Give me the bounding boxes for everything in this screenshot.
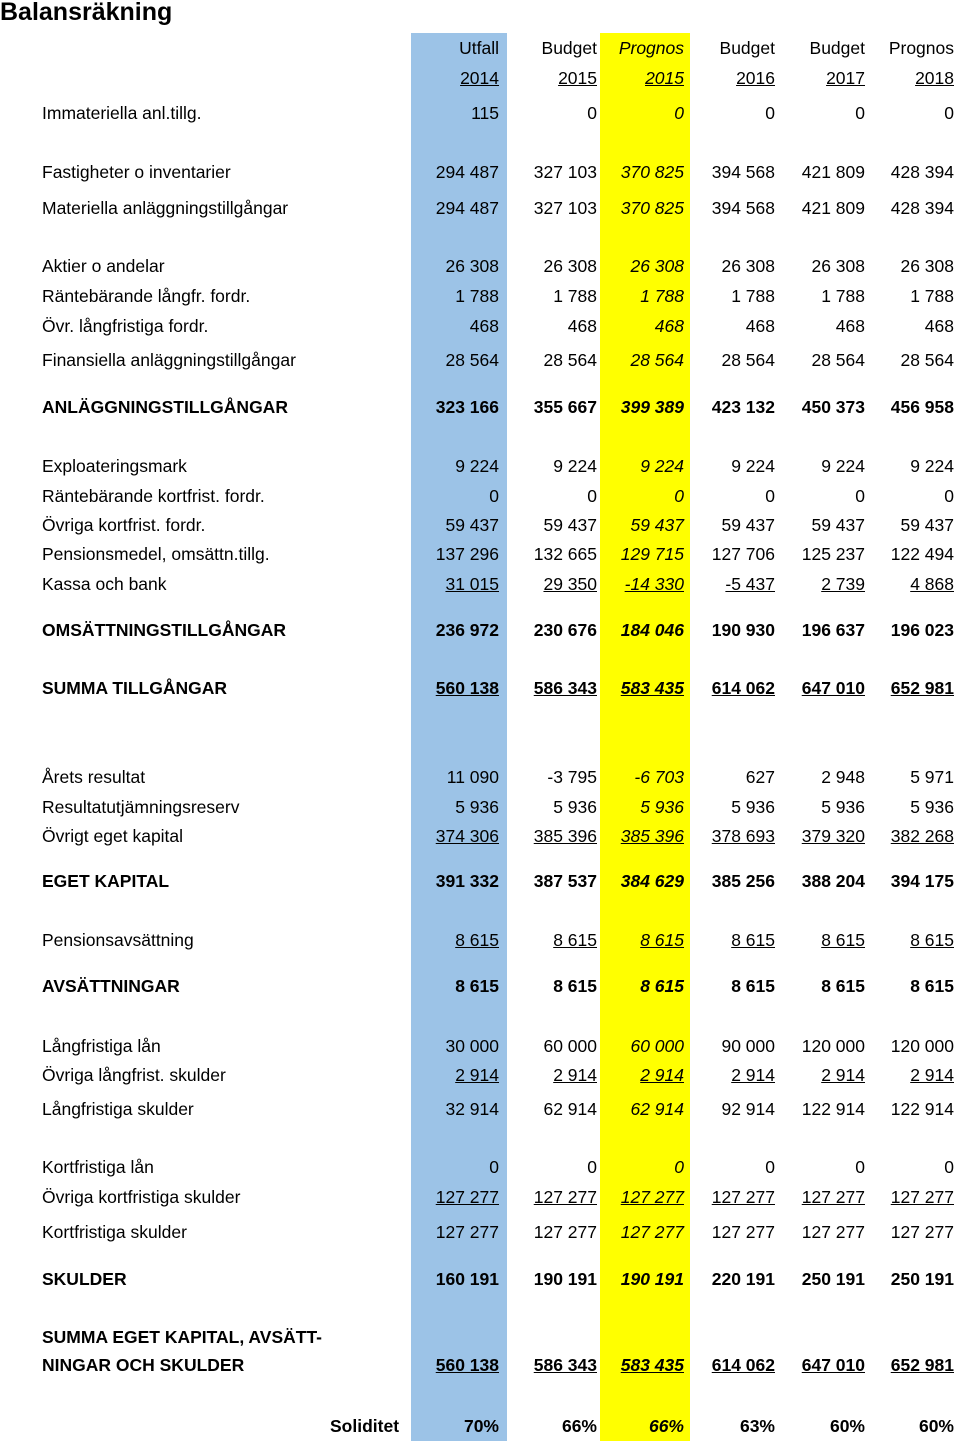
row-label: Räntebärande långfr. fordr. [42,286,251,306]
row-label: Årets resultat [42,767,146,787]
table-cell: 2 914 [553,1065,597,1085]
table-cell: 32 914 [445,1099,499,1119]
table-row [0,1219,960,1245]
table-cell: 627 [745,767,775,787]
row-label: Kassa och bank [42,574,167,594]
table-cell: 127 706 [711,544,775,564]
table-cell: 421 809 [801,198,865,218]
table-cell: 5 936 [640,797,684,817]
table-cell: 647 010 [801,678,865,698]
table-cell: 59 437 [445,515,499,535]
table-row [0,1096,960,1122]
table-cell: 2 914 [731,1065,775,1085]
table-cell: 28 564 [543,350,597,370]
soliditet-label: Soliditet [330,1416,400,1436]
table-cell: 236 972 [435,620,499,640]
table-cell: 120 000 [890,1036,954,1056]
table-cell: 583 435 [620,1355,684,1375]
table-row [0,1154,960,1180]
row-label: Räntebärande kortfrist. fordr. [42,486,265,506]
table-cell: 26 308 [543,256,597,276]
table-cell: 29 350 [543,574,597,594]
row-label: AVSÄTTNINGAR [42,976,180,996]
table-row [0,1062,960,1088]
table-cell: 647 010 [801,1355,865,1375]
table-cell: 250 191 [890,1269,954,1289]
table-cell: 129 715 [620,544,684,564]
table-cell: 127 277 [801,1187,865,1207]
header-label: Budget [541,38,597,58]
table-cell: 196 023 [890,620,954,640]
header-label: Utfall [459,38,499,58]
table-cell: 127 277 [711,1187,775,1207]
table-cell: 190 191 [533,1269,597,1289]
table-row [0,283,960,309]
table-cell: 0 [855,486,865,506]
table-cell: 423 132 [711,397,775,417]
table-cell: 30 000 [445,1036,499,1056]
table-cell: -6 703 [634,767,684,787]
row-label: Materiella anläggningstillgångar [42,198,289,218]
table-cell: 127 277 [435,1222,499,1242]
table-cell: 8 615 [455,976,499,996]
table-cell: 59 437 [543,515,597,535]
table-cell: 4 868 [910,574,954,594]
table-cell: 28 564 [721,350,775,370]
row-label: EGET KAPITAL [42,871,170,891]
table-cell: 125 237 [801,544,865,564]
table-cell: 614 062 [711,678,775,698]
table-cell: 122 914 [801,1099,865,1119]
table-cell: 127 277 [801,1222,865,1242]
table-cell: 59 437 [811,515,865,535]
table-row [0,823,960,849]
table-row [0,394,960,420]
table-cell: 120 000 [801,1036,865,1056]
row-label: Övriga långfrist. skulder [42,1065,226,1085]
row-label: Finansiella anläggningstillgångar [42,350,296,370]
table-cell: 1 788 [455,286,499,306]
header-labels-row [0,35,960,61]
header-year: 2015 [558,68,597,88]
table-cell: 59 437 [630,515,684,535]
table-cell: 28 564 [630,350,684,370]
table-cell: 11 090 [446,767,499,787]
table-cell: 586 343 [533,678,597,698]
page-title: Balansräkning [0,0,173,26]
table-cell: 2 914 [910,1065,954,1085]
row-label: Aktier o andelar [42,256,165,276]
table-cell: 1 788 [821,286,865,306]
table-cell: 468 [745,316,775,336]
soliditet-row [0,1413,960,1439]
table-row [0,571,960,597]
table-cell: 127 277 [711,1222,775,1242]
table-cell: 0 [944,1157,954,1177]
table-cell: 66% [648,1416,684,1436]
table-cell: 70% [463,1416,499,1436]
table-row [0,347,960,373]
table-cell: 0 [674,486,684,506]
table-row [0,1324,960,1375]
table-cell: 0 [587,486,597,506]
table-cell: 28 564 [900,350,954,370]
table-cell: 450 373 [801,397,865,417]
table-cell: 122 494 [890,544,954,564]
table-cell: 5 936 [821,797,865,817]
table-cell: 385 396 [620,826,684,846]
row-label: Kortfristiga skulder [42,1222,187,1242]
table-cell: 8 615 [731,976,775,996]
row-label: Övriga kortfristiga skulder [42,1187,241,1207]
table-cell: 127 277 [435,1187,499,1207]
table-cell: 2 914 [455,1065,499,1085]
table-cell: 31 015 [445,574,499,594]
table-row [0,675,960,701]
table-cell: 0 [855,1157,865,1177]
table-cell: 90 000 [721,1036,775,1056]
table-cell: 190 930 [711,620,775,640]
table-row [0,764,960,790]
row-label: Övriga kortfrist. fordr. [42,515,206,535]
table-cell: 115 [471,103,499,123]
row-label: Exploateringsmark [42,456,187,476]
table-cell: 127 277 [620,1222,684,1242]
table-cell: 327 103 [533,162,597,182]
table-row [0,541,960,567]
table-cell: 1 788 [731,286,775,306]
table-cell: 374 306 [435,826,499,846]
table-cell: 586 343 [533,1355,597,1375]
table-cell: 428 394 [890,198,954,218]
table-cell: 9 224 [731,456,775,476]
table-cell: 1 788 [910,286,954,306]
table-cell: 26 308 [900,256,954,276]
header-label: Prognos [618,38,684,58]
table-cell: 9 224 [910,456,954,476]
table-cell: 26 308 [811,256,865,276]
table-row [0,868,960,894]
table-cell: 379 320 [801,826,865,846]
row-label: Pensionsavsättning [42,930,194,950]
table-cell: 8 615 [910,930,954,950]
table-cell: 137 296 [435,544,499,564]
table-cell: 8 615 [640,930,684,950]
table-cell: 5 971 [910,767,954,787]
table-cell: 382 268 [890,826,954,846]
row-label: Övrigt eget kapital [42,826,184,846]
table-cell: 28 564 [811,350,865,370]
table-cell: 0 [765,103,775,123]
table-cell: 60% [829,1416,865,1436]
table-cell: 66% [561,1416,597,1436]
table-cell: 0 [944,103,954,123]
table-cell: 5 936 [731,797,775,817]
table-row [0,253,960,279]
table-cell: 60 000 [630,1036,684,1056]
table-cell: 8 615 [553,930,597,950]
table-row [0,794,960,820]
table-cell: 652 981 [890,1355,954,1375]
table-cell: 399 389 [620,397,684,417]
table-cell: 468 [654,316,684,336]
table-cell: 652 981 [890,678,954,698]
table-cell: 0 [489,486,499,506]
table-cell: 468 [835,316,865,336]
row-label: Långfristiga lån [42,1036,161,1056]
table-cell: 0 [855,103,865,123]
table-cell: 1 788 [553,286,597,306]
table-cell: 468 [469,316,499,336]
table-cell: 5 936 [455,797,499,817]
table-row [0,512,960,538]
table-cell: 190 191 [620,1269,684,1289]
table-cell: 327 103 [533,198,597,218]
table-cell: 5 936 [910,797,954,817]
table-cell: 26 308 [721,256,775,276]
table-row [0,159,960,185]
table-cell: 2 948 [821,767,865,787]
row-label: Immateriella anl.tillg. [42,103,202,123]
table-row [0,483,960,509]
table-cell: 196 637 [801,620,865,640]
table-cell: 614 062 [711,1355,775,1375]
header-year: 2017 [826,68,865,88]
table-cell: 583 435 [620,678,684,698]
table-cell: 0 [944,486,954,506]
table-cell: 8 615 [455,930,499,950]
row-label: SUMMA TILLGÅNGAR [42,678,228,698]
table-cell: 384 629 [620,871,684,891]
table-cell: 0 [765,486,775,506]
table-cell: 468 [567,316,597,336]
table-cell: 294 487 [435,162,499,182]
table-cell: 184 046 [620,620,684,640]
table-cell: 60% [918,1416,954,1436]
table-cell: 560 138 [435,1355,499,1375]
table-cell: 26 308 [445,256,499,276]
table-cell: 8 615 [821,976,865,996]
table-cell: 9 224 [553,456,597,476]
table-cell: 127 277 [533,1222,597,1242]
table-cell: 0 [674,1157,684,1177]
table-cell: 391 332 [435,871,499,891]
table-cell: 8 615 [731,930,775,950]
header-year: 2016 [736,68,775,88]
row-label: Pensionsmedel, omsättn.tillg. [42,544,270,564]
table-cell: 220 191 [711,1269,775,1289]
table-cell: 59 437 [721,515,775,535]
row-label: Resultatutjämningsreserv [42,797,240,817]
header-label: Prognos [888,38,954,58]
table-cell: 59 437 [900,515,954,535]
table-row [0,195,960,221]
table-cell: 468 [924,316,954,336]
table-cell: -14 330 [624,574,684,594]
table-cell: 8 615 [910,976,954,996]
table-cell: 230 676 [533,620,597,640]
table-cell: 92 914 [721,1099,775,1119]
table-cell: 378 693 [711,826,775,846]
table-cell: 560 138 [435,678,499,698]
table-cell: 132 665 [533,544,597,564]
table-cell: 63% [739,1416,775,1436]
table-cell: 370 825 [620,162,684,182]
table-cell: -3 795 [547,767,597,787]
table-cell: 394 175 [890,871,954,891]
table-cell: 9 224 [640,456,684,476]
table-cell: 0 [587,103,597,123]
header-year: 2015 [645,68,684,88]
table-cell: 9 224 [455,456,499,476]
header-label: Budget [719,38,775,58]
table-cell: 62 914 [630,1099,684,1119]
table-cell: 0 [674,103,684,123]
table-cell: 2 739 [821,574,865,594]
table-cell: 250 191 [801,1269,865,1289]
table-cell: 394 568 [711,162,775,182]
header-label: Budget [809,38,865,58]
table-row [0,927,960,953]
table-row [0,973,960,999]
row-label: OMSÄTTNINGSTILLGÅNGAR [42,620,287,640]
table-cell: 127 277 [533,1187,597,1207]
table-cell: 456 958 [890,397,954,417]
row-label: SKULDER [42,1269,127,1289]
table-cell: 127 277 [890,1187,954,1207]
table-cell: 0 [765,1157,775,1177]
table-cell: 0 [489,1157,499,1177]
table-cell: 394 568 [711,198,775,218]
table-cell: 294 487 [435,198,499,218]
header-year: 2014 [460,68,499,88]
table-row [0,100,960,126]
table-cell: 8 615 [821,930,865,950]
table-cell: 5 936 [553,797,597,817]
table-row [0,1184,960,1210]
table-cell: 62 914 [543,1099,597,1119]
table-cell: 355 667 [533,397,597,417]
table-cell: 385 256 [711,871,775,891]
table-cell: 385 396 [533,826,597,846]
table-cell: 1 788 [640,286,684,306]
table-cell: 122 914 [890,1099,954,1119]
table-cell: 428 394 [890,162,954,182]
table-cell: 388 204 [801,871,865,891]
row-label: Långfristiga skulder [42,1099,194,1119]
header-year: 2018 [915,68,954,88]
table-row [0,1033,960,1059]
table-cell: 2 914 [640,1065,684,1085]
row-label: ANLÄGGNINGSTILLGÅNGAR [42,397,288,417]
row-label: SUMMA EGET KAPITAL, AVSÄTT- [42,1327,322,1347]
table-cell: 28 564 [445,350,499,370]
header-years-row [0,65,960,91]
table-row [0,1266,960,1292]
table-cell: 0 [587,1157,597,1177]
table-cell: -5 437 [725,574,775,594]
table-cell: 323 166 [435,397,499,417]
table-row [0,617,960,643]
row-label: Övr. långfristiga fordr. [42,316,209,336]
table-cell: 127 277 [890,1222,954,1242]
table-row [0,453,960,479]
table-cell: 8 615 [640,976,684,996]
row-label-continued: NINGAR OCH SKULDER [42,1355,245,1375]
table-cell: 2 914 [821,1065,865,1085]
table-cell: 26 308 [630,256,684,276]
table-cell: 127 277 [620,1187,684,1207]
table-cell: 370 825 [620,198,684,218]
row-label: Fastigheter o inventarier [42,162,231,182]
row-label: Kortfristiga lån [42,1157,154,1177]
table-cell: 160 191 [435,1269,499,1289]
table-cell: 421 809 [801,162,865,182]
table-row [0,313,960,339]
table-cell: 387 537 [533,871,597,891]
table-cell: 9 224 [821,456,865,476]
table-cell: 60 000 [543,1036,597,1056]
table-cell: 8 615 [553,976,597,996]
